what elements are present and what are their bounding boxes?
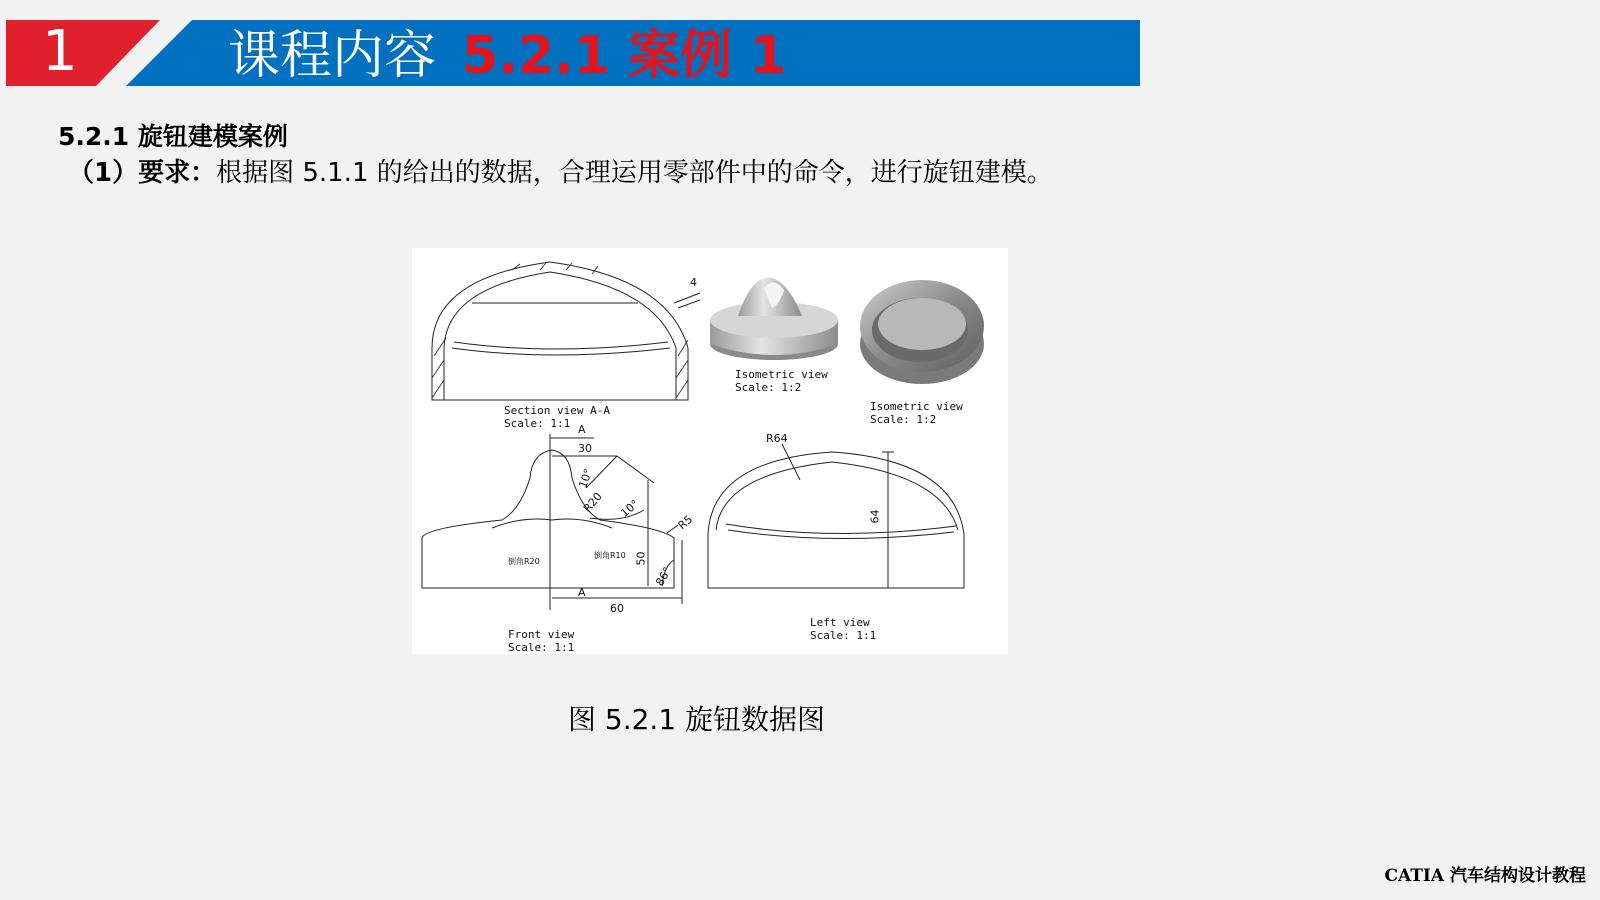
knob-drawing xyxy=(412,248,1008,654)
iso-render-2 xyxy=(860,280,984,384)
requirement-label: （1）要求： xyxy=(68,158,217,188)
iso-render-1 xyxy=(710,278,838,360)
section-heading: 5.2.1 旋钮建模案例 xyxy=(58,122,288,151)
iso-view-2-title: Isometric view xyxy=(870,400,963,413)
front-dim-50: 50 xyxy=(634,551,648,566)
front-dim-30: 30 xyxy=(578,442,592,455)
front-dim-R20: R20 xyxy=(580,490,605,515)
iso-view-1-scale: Scale: 1:2 xyxy=(735,381,802,394)
left-dim-R64: R64 xyxy=(766,432,788,445)
banner-highlight: 5.2.1 案例 1 xyxy=(462,26,787,86)
front-dim-10deg-b: 10° xyxy=(618,497,642,520)
front-note-chamfer-R20: 倒角R20 xyxy=(508,557,540,566)
front-dim-86deg: 86° xyxy=(653,564,675,589)
left-dim-64: 64 xyxy=(868,509,882,524)
front-dim-A-bottom: A xyxy=(578,586,586,599)
section-view-scale: Scale: 1:1 xyxy=(504,417,571,430)
banner-title-text: 课程内容 xyxy=(228,26,437,86)
title-banner xyxy=(0,20,1140,86)
requirement-text: 根据图 5.1.1 的给出的数据，合理运用零部件中的命令，进行旋钮建模。 xyxy=(216,158,1053,188)
left-view-scale: Scale: 1:1 xyxy=(810,629,877,642)
front-dim-60: 60 xyxy=(610,602,624,615)
left-view-title: Left view xyxy=(810,616,870,629)
iso-view-2-scale: Scale: 1:2 xyxy=(870,413,937,426)
front-dim-10deg-a: 10° xyxy=(576,467,596,490)
chapter-number: 1 xyxy=(42,19,78,84)
front-view-title: Front view xyxy=(508,628,575,641)
section-view-title: Section view A-A xyxy=(504,404,610,417)
banner-title xyxy=(228,26,786,86)
section-dim-4: 4 xyxy=(690,276,697,289)
iso-view-1-title: Isometric view xyxy=(735,368,828,381)
footer-book-title: CATIA 汽车结构设计教程 xyxy=(1384,866,1586,886)
figure-caption: 图 5.2.1 旋钮数据图 xyxy=(568,703,826,736)
drawing-lines xyxy=(412,248,1008,654)
front-dim-R5: R5 xyxy=(675,512,696,533)
front-view-scale: Scale: 1:1 xyxy=(508,641,575,654)
front-dim-A-top: A xyxy=(578,423,586,436)
front-note-chamfer-R10: 倒角R10 xyxy=(594,551,626,560)
requirement-line xyxy=(68,152,1053,189)
